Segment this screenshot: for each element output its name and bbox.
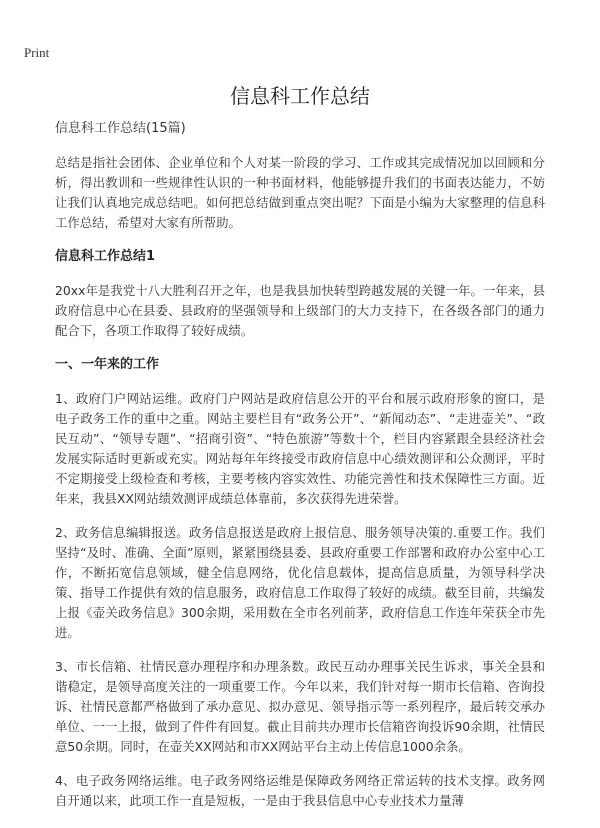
section-intro-paragraph: 20xx年是我党十八大胜利召开之年，也是我县加快转型跨越发展的关键一年。一年来，县政府信息中心在县委、县政府的坚强领导和上级部门的大力支持下，在各级各部门的通力配合下，各项工作取得了较好成绩。 <box>55 283 545 338</box>
print-link[interactable]: Print <box>24 45 50 60</box>
intro-paragraph: 总结是指社会团体、企业单位和个人对某一阶段的学习、工作或其完成情况加以回顾和分析，得出教训和一些规律性认识的一种书面材料，他能够提升我们的书面表达能力，不妨让我们认真地完成总结吧。如何把总结做到重点突出呢？下面是小编为大家整理的信息科工作总结，希望对大家有所帮助。 <box>55 155 545 230</box>
section-heading: 信息科工作总结1 <box>55 249 156 264</box>
item-paragraph-2: 2、政务信息编辑报送。政务信息报送是政府上报信息、服务领导决策的.重要工作。我们坚持“及时、准确、全面”原则，紧紧围绕县委、县政府重要工作部署和政府办公室中心工作，不断拓宽信息领域，健全信息网络，优化信息载体，提高信息质量，为领导科学决策、指导工作提供有效的信息服务，政府信息工作取得了较好的成绩。截至目前，共编发上报《壶关政务信息》300余期，采用数在全市名列前茅，政府信息工作连年荣获全市先进。 <box>55 525 545 640</box>
document-subtitle: 信息科工作总结(15篇) <box>55 121 186 136</box>
subsection-heading: 一、一年来的工作 <box>55 357 160 372</box>
item-paragraph-3: 3、市长信箱、社情民意办理程序和办理条数。政民互动办理事关民生诉求，事关全县和谐稳定，是领导高度关注的一项重要工作。今年以来，我们针对每一期市长信箱、咨询投诉、社情民意都严格做到了承办意见、拟办意见、领导指示等一系列程序，最后转交承办单位、一一上报，做到了件件有回复。截止目前共办理市长信箱咨询投诉90余期，社情民意50余期。同时，在壶关XX网站和市XX网站平台主动上传信息1000余条。 <box>55 659 545 754</box>
document-body <box>55 119 545 825</box>
page-title: 信息科工作总结 <box>230 84 370 108</box>
item-paragraph-4: 4、电子政务网络运维。电子政务网络运维是保障政务网络正常运转的技术支撑。政务网自开通以来，此项工作一直是短板，一是由于我县信息中心专业技术力量薄 <box>55 773 545 808</box>
item-paragraph-1: 1、政府门户网站运维。政府门户网站是政府信息公开的平台和展示政府形象的窗口，是电子政务工作的重中之重。网站主要栏目有“政务公开”、“新闻动态”、“走进壶关”、“政民互动”、“领导专题”、“招商引资”、“特色旅游”等数十个，栏目内容紧跟全县经济社会发展实际适时更新或充实。网站每年年终接受市政府信息中心绩效测评和公众测评，平时不定期接受上级检查和考核，主要考核内容实效性、功能完善性和技术保障性三方面。近年来，我县XX网站绩效测评成绩总体靠前，多次获得先进荣誉。 <box>55 391 545 506</box>
